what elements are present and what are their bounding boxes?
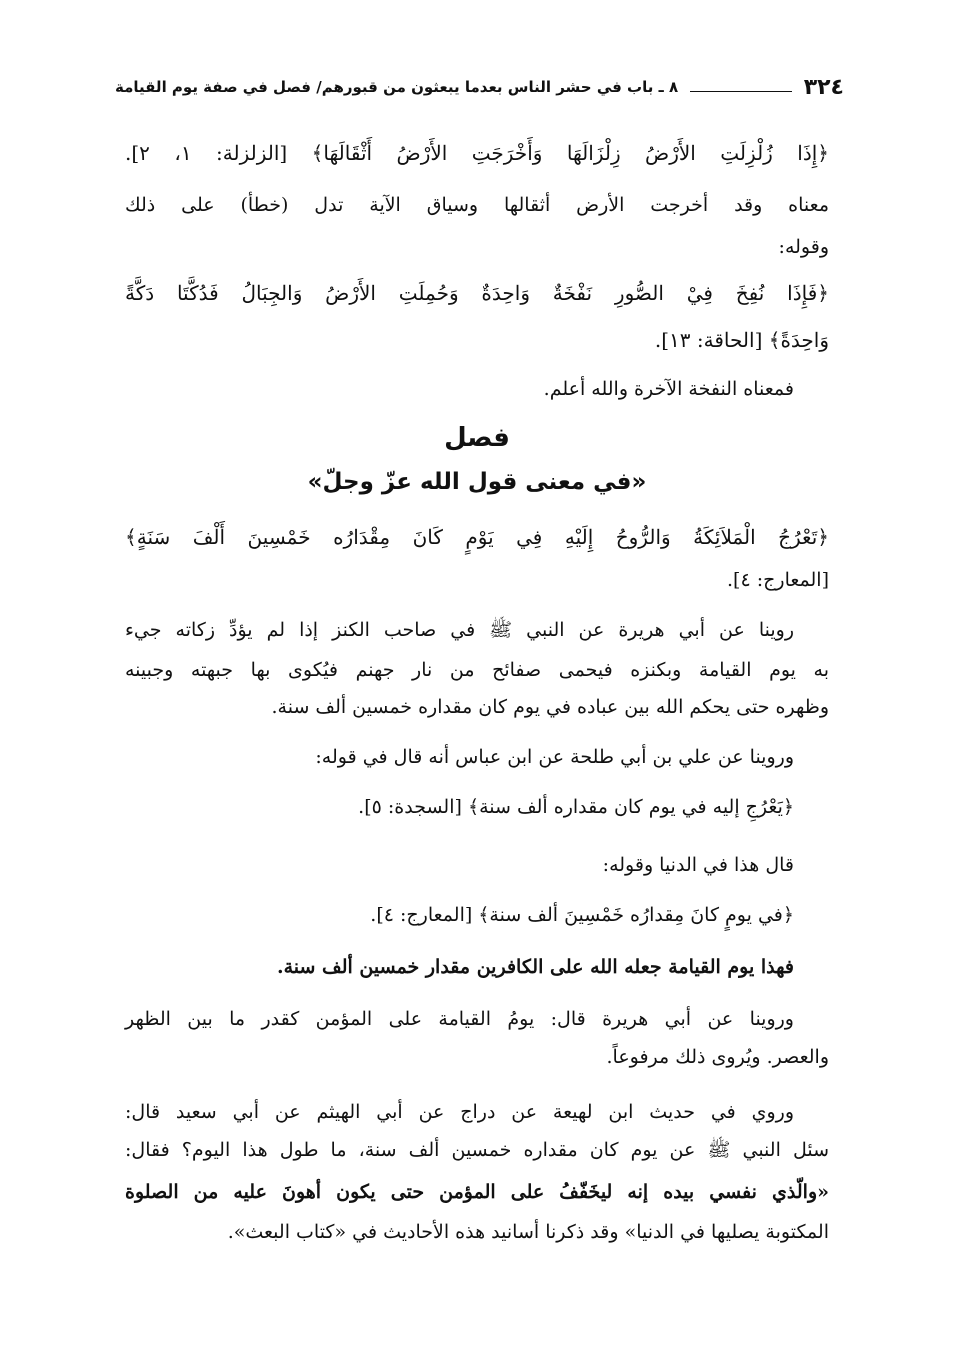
header-rule — [690, 91, 792, 92]
text-line: وروينا عن أبي هريرة قال: يومُ القيامة على المؤمن كقدر ما بين الظهر — [125, 1008, 794, 1030]
quran-verse-sajda: ﴿يَعْرُجِ إليه في يوم كان مقداره ألف سنة﴾ [السجدة: ٥]. — [358, 796, 794, 818]
text-line: المكتوبة يصليها في الدنيا» وقد ذكرنا أسانيد هذه الأحاديث في «كتاب البعث». — [227, 1221, 829, 1243]
quran-verse-haqqa: ﴿فَإِذَا نُفِخَ فِيْ الصُّورِ نَفْخَةٌ وَاحِدَةٌ وَحُمِلَتِ الأَرْضُ وَالجِبَالُ فَدُكَّتَا دَكَّةً — [125, 281, 829, 305]
text-line: وروينا عن علي بن أبي طلحة عن ابن عباس أنه قال في قوله: — [315, 746, 794, 768]
text-line: روينا عن أبي هريرة عن النبي ﷺ في صاحب الكنز إذا لم يؤدِّ زكاته جيء — [125, 619, 794, 641]
text-line: معناه وقد أخرجت الأرض أثقالها وسياق الآية تدل (خطأ) على ذلك — [125, 194, 829, 216]
page-header — [115, 70, 844, 104]
running-title: ٨ ـ باب في حشر الناس بعدما يبعثون من قبورهم/ فصل في صفة يوم القيامة — [115, 78, 679, 96]
verse-reference: [المعارج: ٤]. — [727, 569, 829, 591]
text-line: وظهره حتى يحكم الله بين عباده في يوم كان مقداره خمسين ألف سنة. — [271, 696, 829, 718]
quran-verse-maarij: ﴿تَعْرُجُ الْمَلاَئِكَةُ وَالرُّوحُ إِلَيْهِ فِي يَوْمٍ كَانَ مِقْدَارُه خَمْسِينَ أَلْفَ سَنَةٍ﴾ — [125, 525, 829, 549]
text-line: فهذا يوم القيامة جعله الله على الكافرين مقدار خمسين ألف سنة. — [276, 956, 794, 978]
text-line: سئل النبي ﷺ عن يوم كان مقداره خمسين ألف سنة، ما طول هذا اليوم؟ فقال: — [125, 1139, 829, 1161]
section-subheading: «في معنى قول الله عزّ وجلّ» — [307, 469, 647, 495]
text-line: قال هذا في الدنيا وقوله: — [602, 854, 794, 876]
text-line: «والّذي نفسي بيده إنه ليخَفّفُ على المؤمن حتى يكون أهونَ عليه من الصلوة — [125, 1181, 829, 1203]
quran-verse-zalzala: ﴿إِذَا زُلْزِلَتِ الأَرْضُ زِلْزَالَهَا وَأَخْرَجَتِ الأَرْضُ أَثْقَالَهَا﴾ [الزلزلة: ١، ٢]. — [125, 141, 830, 165]
text-line: وروي في حديث ابن لهيعة عن دراج عن أبي الهيثم عن أبي سعيد قال: — [125, 1101, 794, 1123]
text-line: والعصر. ويُروى ذلك مرفوعاً. — [606, 1046, 829, 1068]
quran-verse-maarij-2: ﴿في يومٍ كانَ مِقدارُه خَمْسِينَ ألف سنة﴾ [المعارج: ٤]. — [370, 904, 794, 926]
page-number: ٣٢٤ — [803, 74, 844, 100]
text-line: وقوله: — [778, 236, 829, 258]
section-heading: فصل — [444, 423, 510, 453]
quran-verse-haqqa-end: وَاحِدَةً﴾ [الحاقة: ١٣]. — [654, 328, 829, 352]
text-line: به يوم القيامة وبكنزه فيحمى صفائح من نار جهنم فيُكوى بها جبهته وجبينه — [125, 659, 829, 681]
text-line: فمعناه النفخة الآخرة والله أعلم. — [543, 378, 794, 400]
